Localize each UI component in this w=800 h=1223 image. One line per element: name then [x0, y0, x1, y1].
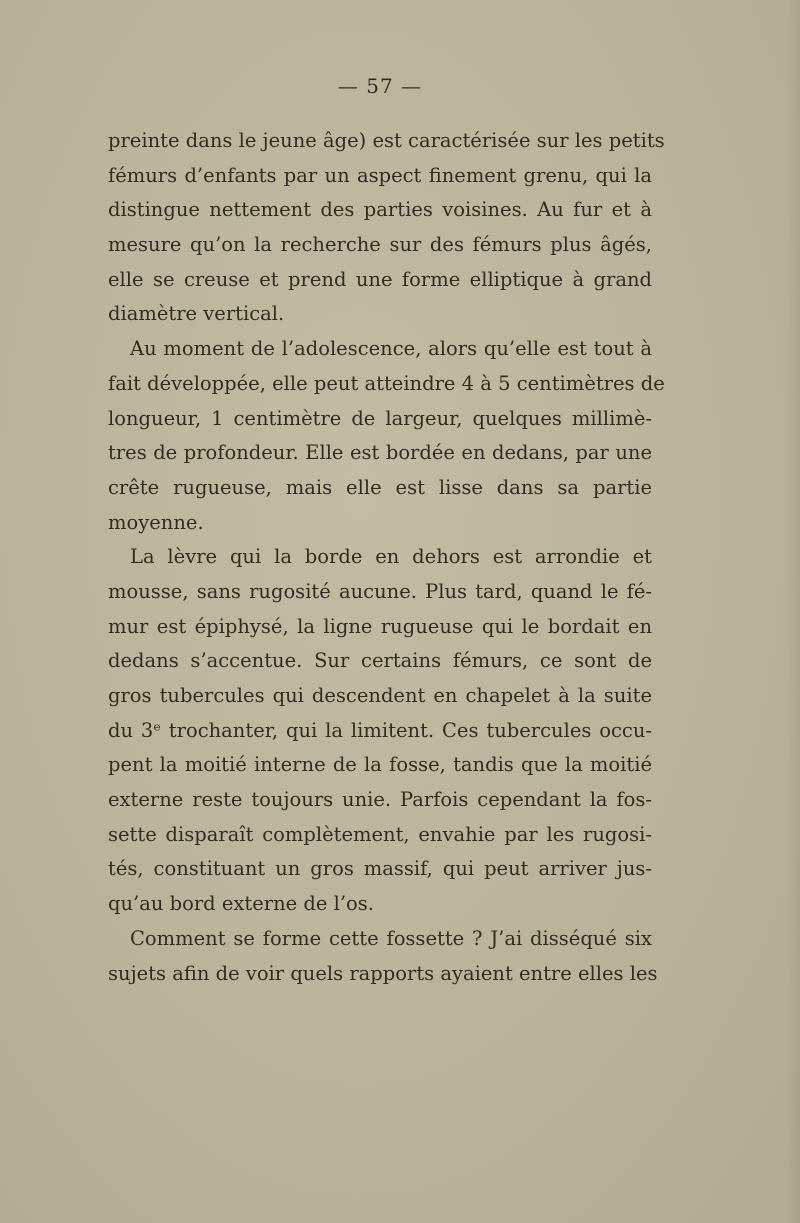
text-line: pent la moitié interne de la fosse, tandis que la moitié	[108, 753, 652, 777]
text-line: elle se creuse et prend une forme elliptique à grand	[108, 267, 652, 291]
text-line: Au moment de l’adolescence, alors qu’elle est tout à	[130, 337, 652, 361]
text-line: fait développée, elle peut atteindre 4 à 5 centimètres de	[108, 371, 665, 395]
text-line: du 3ᵉ trochanter, qui la limitent. Ces tubercules occu-	[108, 718, 652, 742]
text-line: longueur, 1 centimètre de largeur, quelques millimè-	[108, 406, 652, 430]
text-line: fémurs d’enfants par un aspect finement grenu, qui la	[108, 163, 652, 187]
text-line: moyenne.	[108, 510, 204, 534]
body-text	[108, 124, 665, 991]
text-line: sette disparaît complètement, envahie par les rugosi-	[108, 822, 652, 846]
text-line: dedans s’accentue. Sur certains fémurs, ce sont de	[108, 649, 652, 673]
page-number: — 57 —	[337, 74, 423, 98]
text-line: tés, constituant un gros massif, qui peut arriver jus-	[108, 857, 652, 881]
text-line: mousse, sans rugosité aucune. Plus tard, quand le fé-	[108, 579, 652, 603]
text-line: preinte dans le jeune âge) est caractérisée sur les petits	[108, 129, 665, 152]
text-line: Comment se forme cette fossette ? J’ai disséqué six	[130, 926, 652, 950]
text-line: crête rugueuse, mais elle est lisse dans sa partie	[108, 475, 652, 499]
text-line: sujets afin de voir quels rapports ayaient entre elles les	[108, 961, 658, 985]
text-line: La lèvre qui la borde en dehors est arrondie et	[130, 545, 652, 569]
text-line: mur est épiphysé, la ligne rugueuse qui le bordait en	[108, 614, 652, 638]
text-line: qu’au bord externe de l’os.	[108, 892, 374, 916]
text-line: mesure qu’on la recherche sur des fémurs plus âgés,	[108, 233, 652, 257]
text-line: distingue nettement des parties voisines. Au fur et à	[108, 198, 652, 222]
text-line: tres de profondeur. Elle est bordée en dedans, par une	[108, 441, 652, 465]
text-line: diamètre vertical.	[108, 302, 285, 326]
text-line: externe reste toujours unie. Parfois cependant la fos-	[108, 788, 652, 812]
text-line: gros tubercules qui descendent en chapelet à la suite	[108, 684, 652, 707]
page-edge-shadow	[786, 0, 800, 1223]
